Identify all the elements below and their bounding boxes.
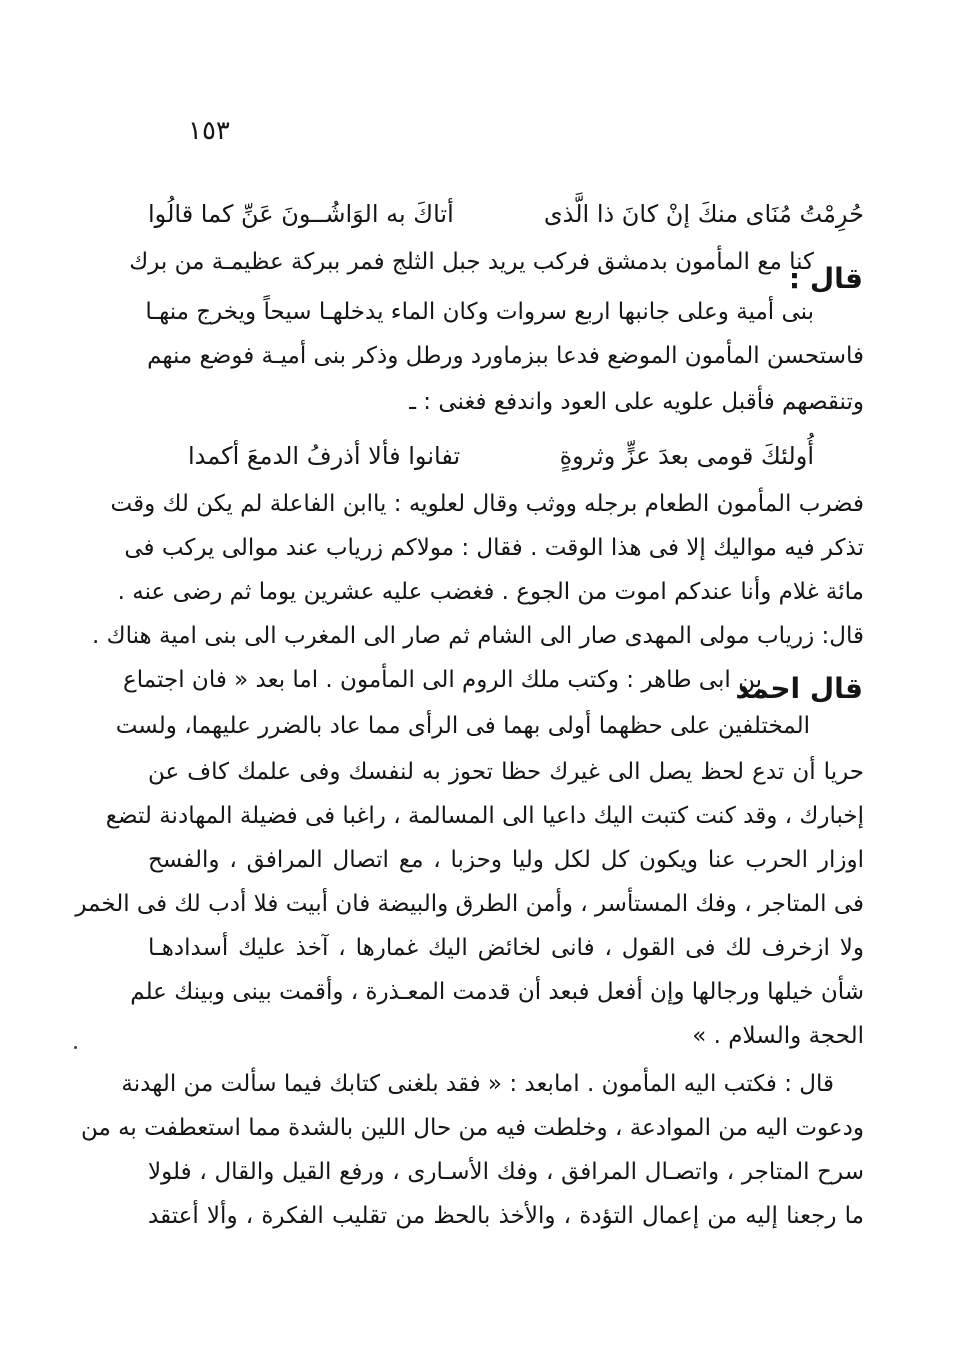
paragraph-1-line-4: وتنقصهم فأقبل علويه على العود واندفع فغنى : ـ — [409, 389, 864, 415]
paragraph-2-line-4: قال: زرياب مولى المهدى صار الى الشام ثم صار الى المغرب الى بنى امية هناك . — [92, 623, 864, 649]
paragraph-3-rest — [75, 750, 864, 1070]
paragraph-1-line-2: بنى أمية وعلى جانبها اربع سروات وكان الماء يدخلهـا سيحاً ويخرج منهـا — [145, 299, 814, 325]
paragraph-1-line-1: كنا مع المأمون بدمشق فركب يريد جبل الثلج فمر ببركة عظيمـة من برك — [129, 249, 814, 275]
paragraph-3-line-6: فى المتاجر ، وفك المستأسر ، وأمن الطرق والبيضة فان أبيت فلا أدب لك فى الخمر — [75, 891, 864, 917]
verse-2-line — [148, 434, 864, 478]
paragraph-3-line-9: الحجة والسلام . » — [692, 1023, 864, 1049]
paragraph-1-second-line-wrap — [145, 290, 814, 334]
paragraph-1-first-line-wrap — [129, 240, 814, 284]
paragraph-2-line-3: مائة غلام وأنا عندكم اموت من الجوع . فغضب عليه عشرين يوما ثم رضى عنه . — [117, 579, 864, 605]
page-number: ١٥٣ — [188, 116, 230, 146]
paragraph-3-line-4: إخبارك ، وقد كنت كتبت اليك داعيا الى المسالمة ، راغبا فى فضيلة المهادنة لتضع — [105, 803, 864, 829]
verse-2-second-hemistich: تفانوا فألا أذرفُ الدمعَ أكمدا — [188, 442, 461, 470]
paragraph-2-line-1: فضرب المأمون الطعام برجله ووثب وقال لعلويه : ياابن الفاعلة لم يكن لك وقت — [110, 491, 864, 517]
paragraph-2 — [92, 482, 864, 662]
paragraph-3-line-2: المختلفين على حظهما أولى بهما فى الرأى مما عاد بالضرر عليهما، ولست — [115, 713, 810, 739]
paragraph-3-line-7: ولا ازخرف لك فى القول ، فانى لخائض اليك غمارها ، آخذ عليك أسدادهـا — [148, 935, 864, 961]
paragraph-2-line-2: تذكر فيه مواليك إلا فى هذا الوقت . فقال : مولاكم زرياب عند موالى يركب فى — [124, 535, 864, 561]
paragraph-4 — [80, 1062, 864, 1242]
paragraph-3-line-3: حريا أن تدع لحظ يصل الى غيرك حظا تحوز به لنفسك وفى علمك كاف عن — [148, 759, 864, 785]
margin-speck — [74, 1046, 77, 1049]
verse-2 — [148, 434, 864, 478]
speaker-label-1: قال : — [788, 262, 863, 295]
paragraph-3-line-1: بن ابى طاهر : وكتب ملك الروم الى المأمون . اما بعد « فان اجتماع — [123, 667, 762, 693]
paragraph-3-line-5: اوزار الحرب عنا ويكون كل لكل وليا وحزبا ، مع اتصال المرافق ، والفسح — [148, 847, 864, 873]
paragraph-3-first-line-wrap — [123, 658, 762, 702]
speaker-label-2: قال احمد — [735, 672, 863, 705]
paragraph-3-line-8: شأن خيلها ورجالها وإن أفعل فبعد أن قدمت المعـذرة ، وأقمت بينى وبينك علم — [130, 979, 864, 1005]
verse-1-second-hemistich: أتاكَ به الوَاشُــونَ عَنِّ كما قالُوا — [148, 200, 454, 228]
paragraph-1-line-3: فاستحسن المأمون الموضع فدعا ببزماورد ورطل وذكر بنى أميـة فوضع منهم — [147, 343, 864, 369]
paragraph-1-rest — [148, 334, 864, 424]
verse-2-first-hemistich: أُولئكَ قومى بعدَ عزٍّ وثروةٍ — [559, 442, 814, 470]
verse-1 — [148, 192, 864, 236]
paragraph-4-line-1: قال : فكتب اليه المأمون . امابعد : « فقد بلغنى كتابك فيما سألت من الهدنة — [121, 1071, 834, 1097]
paragraph-4-line-3: سرح المتاجر ، واتصـال المرافق ، وفك الأسـارى ، ورفع القيل والقال ، فلولا — [148, 1159, 864, 1185]
paragraph-4-line-4: ما رجعنا إليه من إعمال التؤدة ، والأخذ بالحظ من تقليب الفكرة ، وألا أعتقد — [148, 1203, 864, 1229]
verse-1-first-hemistich: حُرِمْتُ مُنَاى منكَ إنْ كانَ ذا الَّذى — [543, 200, 864, 228]
verse-1-line — [148, 192, 864, 236]
paragraph-4-line-2: ودعوت اليه من الموادعة ، وخلطت فيه من حال اللين بالشدة مما استعطفت به من — [80, 1115, 864, 1141]
paragraph-3-second-line-wrap — [115, 704, 810, 748]
